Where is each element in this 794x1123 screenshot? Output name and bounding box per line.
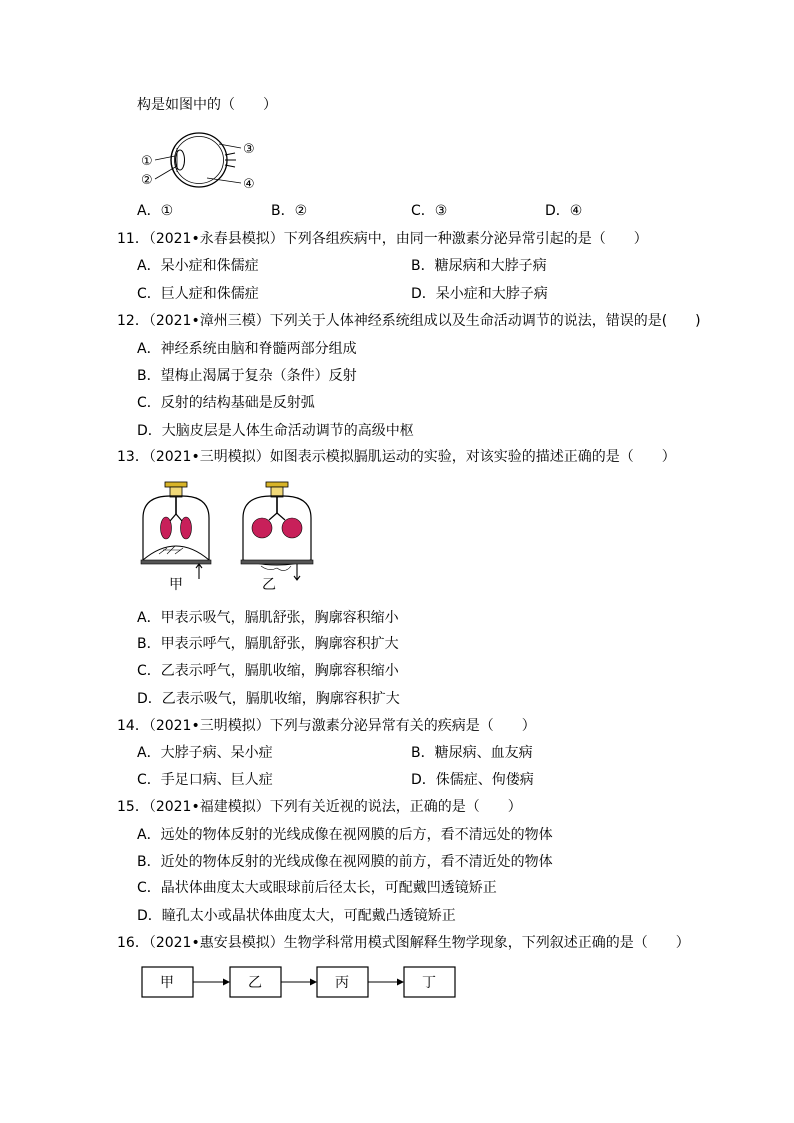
- q12-option-d: D．大脑皮层是人体生命活动调节的高级中枢: [137, 423, 414, 439]
- q11-option-c: C．巨人症和侏儒症: [137, 286, 259, 302]
- flow-label-4: 丁: [422, 975, 436, 991]
- eye-label-1: ①: [141, 154, 153, 169]
- flow-label-2: 乙: [248, 975, 262, 991]
- q13-option-c: C．乙表示呼气，膈肌收缩，胸廓容积缩小: [137, 663, 399, 679]
- eye-label-4: ④: [243, 177, 255, 192]
- q13-stem: 13．（2021•三明模拟）如图表示模拟膈肌运动的实验，对该实验的描述正确的是（ ）: [117, 449, 676, 465]
- flow-label-1: 甲: [160, 975, 174, 991]
- q14-option-b: B．糖尿病、血友病: [411, 745, 533, 761]
- q10-option-b: B．②: [271, 203, 308, 219]
- eye-diagram: [137, 126, 272, 196]
- q10-stem-tail: 构是如图中的（ ）: [137, 97, 277, 113]
- q15-option-b: B．近处的物体反射的光线成像在视网膜的前方，看不清近处的物体: [137, 854, 553, 870]
- q13-option-a: A．甲表示吸气，膈肌舒张，胸廓容积缩小: [137, 610, 399, 626]
- jar-jia: [141, 482, 211, 593]
- jar-yi: [241, 482, 313, 593]
- flow-diagram: [140, 965, 460, 1000]
- q15-option-a: A．远处的物体反射的光线成像在视网膜的后方，看不清远处的物体: [137, 827, 553, 843]
- q10-option-d: D．④: [545, 203, 583, 219]
- q11-stem: 11．（2021•永春县模拟）下列各组疾病中，由同一种激素分泌异常引起的是（ ）: [117, 231, 648, 247]
- eye-label-3: ③: [243, 142, 255, 157]
- q13-option-b: B．甲表示呼气，膈肌舒张，胸廓容积扩大: [137, 636, 399, 652]
- q11-option-d: D．呆小症和大脖子病: [411, 286, 548, 302]
- eye-label-2: ②: [141, 173, 153, 188]
- q13-option-d: D．乙表示吸气，膈肌收缩，胸廓容积扩大: [137, 691, 400, 707]
- q12-option-b: B．望梅止渴属于复杂（条件）反射: [137, 368, 357, 384]
- label-yi: 乙: [262, 577, 276, 593]
- q12-stem: 12．（2021•漳州三模）下列关于人体神经系统组成以及生命活动调节的说法，错误的是( ): [117, 313, 701, 329]
- q10-option-a: A．①: [137, 203, 174, 219]
- q12-option-a: A．神经系统由脑和脊髓两部分组成: [137, 341, 357, 357]
- q11-option-a: A．呆小症和侏儒症: [137, 258, 259, 274]
- q14-option-d: D．侏儒症、佝偻病: [411, 772, 534, 788]
- q15-option-c: C．晶状体曲度太大或眼球前后径太长，可配戴凹透镜矫正: [137, 880, 497, 896]
- label-jia: 甲: [169, 577, 183, 593]
- q12-option-c: C．反射的结构基础是反射弧: [137, 395, 315, 411]
- diaphragm-diagram: [137, 476, 327, 601]
- q14-option-c: C．手足口病、巨人症: [137, 772, 273, 788]
- q10-option-c: C．③: [411, 203, 448, 219]
- q14-stem: 14．（2021•三明模拟）下列与激素分泌异常有关的疾病是（ ）: [117, 718, 536, 734]
- q15-option-d: D．瞳孔太小或晶状体曲度太大，可配戴凸透镜矫正: [137, 908, 456, 924]
- flow-label-3: 丙: [335, 975, 349, 991]
- q14-option-a: A．大脖子病、呆小症: [137, 745, 273, 761]
- q15-stem: 15．（2021•福建模拟）下列有关近视的说法，正确的是（ ）: [117, 799, 522, 815]
- q16-stem: 16．（2021•惠安县模拟）生物学科常用模式图解释生物学现象，下列叙述正确的是（ ）: [117, 935, 690, 951]
- q11-option-b: B．糖尿病和大脖子病: [411, 258, 547, 274]
